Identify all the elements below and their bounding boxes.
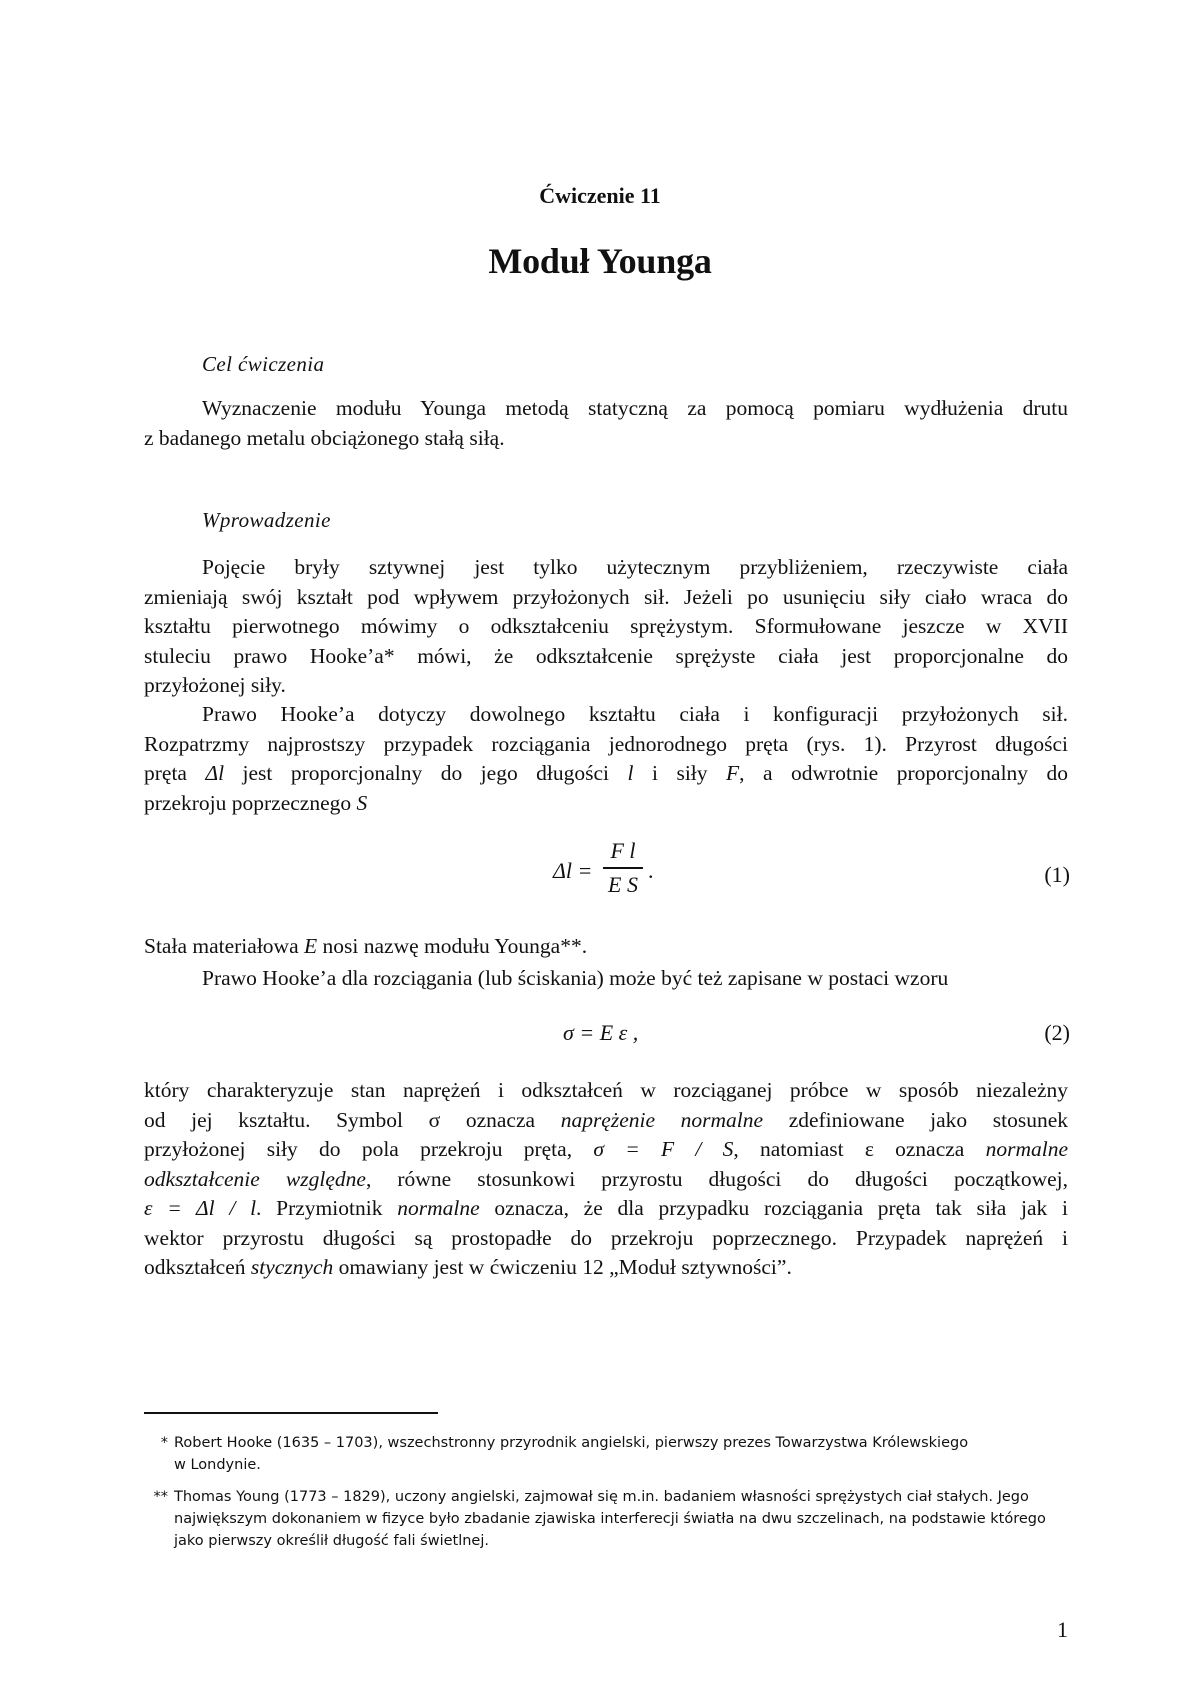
intro-p2-line-3: pręta Δl jest proporcjonalny do jego długości l i siły F, a odwrotnie proporcjonalny do: [144, 761, 1069, 785]
p4-line-5: ε = Δl / l. Przymiotnik normalne oznacza, że dla przypadku rozciągania pręta tak siła jak i: [144, 1196, 1069, 1220]
section-heading-intro: Wprowadzenie: [202, 508, 331, 532]
intro-p1-line-4: stuleciu prawo Hooke’a* mówi, że odkształcenie sprężyste ciała jest proporcjonalne do: [144, 643, 1068, 668]
eq1-numerator: F l: [610, 838, 636, 863]
exercise-label: Ćwiczenie 11: [539, 183, 661, 208]
intro-p1-line-5: przyłożonej siły.: [144, 673, 286, 697]
eq1-denominator: E S: [608, 871, 638, 897]
p4-line-6: wektor przyrostu długości są prostopadłe do przekroju poprzecznego. Przypadek naprężeń i: [144, 1225, 1068, 1250]
intro-p2-line-2: Rozpatrzmy najprostszy przypadek rozciągania jednorodnego pręta (rys. 1). Przyrost długości: [144, 731, 1068, 756]
p4-line-1: który charakteryzuje stan naprężeń i odkształceń w rozciąganej próbce w sposób niezależny: [144, 1078, 1068, 1102]
section-heading-goal: Cel ćwiczenia: [202, 352, 325, 376]
intro-p1-line-3: kształtu pierwotnego mówimy o odkształceniu sprężystym. Sformułowane jeszcze w XVII: [144, 614, 1068, 638]
intro-p1-line-1: Pojęcie bryły sztywnej jest tylko użytecznym przybliżeniem, rzeczywiste ciała: [202, 555, 1068, 579]
eq1-number: (1): [1044, 862, 1070, 887]
eq1-tail: .: [648, 858, 654, 883]
intro-paragraph-2: [144, 700, 1068, 818]
footnote-1: [144, 1432, 1068, 1476]
goal-line-2: z badanego metalu obciążonego stałą siłą.: [144, 425, 505, 450]
footnote-1-line-1: Robert Hooke (1635 – 1703), wszechstronny przyrodnik angielski, pierwszy prezes Towarzystwa Królewskiego: [174, 1435, 969, 1451]
p4-line-4: odkształcenie względne, równe stosunkowi przyrostu długości do długości początkowej,: [144, 1166, 1069, 1191]
eq1-fraction: [603, 838, 643, 898]
eq1-lhs: Δl =: [553, 858, 593, 883]
eq2-number: (2): [1044, 1020, 1070, 1045]
intro-p2-line-4: przekroju poprzecznego S: [144, 790, 368, 815]
paragraph-3: Prawo Hooke’a dla rozciągania (lub ściskania) może być też zapisane w postaci wzoru: [202, 966, 949, 990]
eq2-expression: σ = E ε ,: [563, 1020, 639, 1045]
p4-line-2: od jej kształtu. Symbol σ oznacza naprężenie normalne zdefiniowane jako stosunek: [144, 1107, 1069, 1132]
footnote-2-line-3: jako pierwszy określił długość fali świetlnej.: [174, 1533, 489, 1549]
intro-paragraph-1: [144, 553, 1068, 701]
page-number: 1: [1057, 1617, 1068, 1642]
footnote-1-line-2: w Londynie.: [174, 1457, 261, 1473]
footnote-rule: [144, 1412, 438, 1414]
after-eq1-line: Stała materiałowa E nosi nazwę modułu Younga**.: [144, 934, 588, 958]
goal-paragraph: [144, 394, 1068, 453]
page-title: Moduł Younga: [488, 241, 712, 281]
intro-p1-line-2: zmieniają swój kształt pod wpływem przyłożonych sił. Jeżeli po usunięciu siły ciało wraca do: [144, 584, 1068, 609]
p4-line-3: przyłożonej siły do pola przekroju pręta, σ = F / S, natomiast ε oznacza normalne: [144, 1137, 1069, 1161]
footnote-2-mark: **: [153, 1489, 168, 1505]
p4-line-7: odkształceń stycznych omawiany jest w ćwiczeniu 12 „Moduł sztywności”.: [144, 1255, 792, 1279]
intro-p2-line-1: Prawo Hooke’a dotyczy dowolnego kształtu ciała i konfiguracji przyłożonych sił.: [202, 702, 1068, 726]
paragraph-4: [144, 1076, 1068, 1283]
footnote-2-line-2: największym dokonaniem w fizyce było zbadanie zjawiska interferecji światła na dwu szczelinach, na podstawie którego: [174, 1511, 1046, 1527]
eq1-fraction-bar: [603, 867, 643, 869]
footnote-1-mark: *: [160, 1435, 168, 1451]
footnote-2-line-1: Thomas Young (1773 – 1829), uczony angielski, zajmował się m.in. badaniem własności sprężystych ciał stałych. Jego: [174, 1489, 1029, 1505]
footnote-2: [144, 1486, 1068, 1552]
goal-line-1: Wyznaczenie modułu Younga metodą statyczną za pomocą pomiaru wydłużenia drutu: [202, 396, 1068, 420]
